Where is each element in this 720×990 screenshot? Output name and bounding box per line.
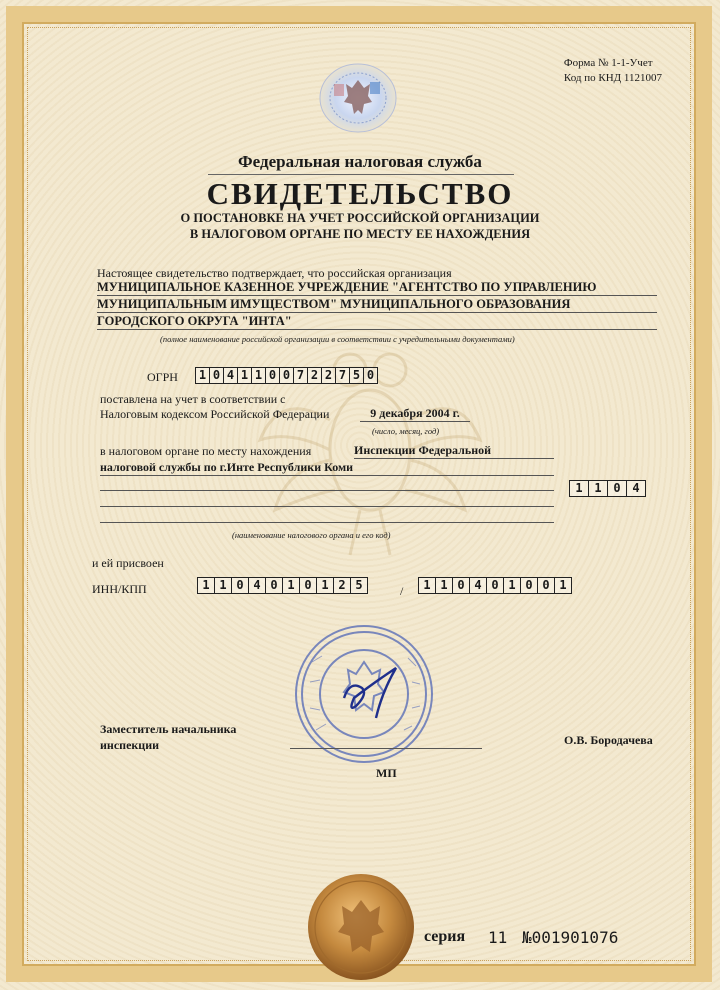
org-name-line: МУНИЦИПАЛЬНОЕ КАЗЕННОЕ УЧРЕЖДЕНИЕ "АГЕНТСТВО ПО УПРАВЛЕНИЮ: [97, 279, 657, 296]
inn-digit: 0: [232, 578, 249, 593]
ogrn-digit: 0: [366, 368, 375, 382]
form-info: [564, 56, 662, 86]
official-stamp-icon: [292, 622, 436, 766]
copper-seal-icon: [306, 872, 416, 982]
ogrn-digit: 0: [266, 368, 280, 383]
kpp-boxes: [418, 577, 572, 594]
tax-office-code-digit: 4: [632, 481, 640, 495]
tax-office-code-digit: 1: [570, 481, 589, 496]
tax-office-line: налоговой службы по г.Инте Республики Коми: [100, 460, 554, 476]
ogrn-digit: 7: [336, 368, 350, 383]
tax-office-intro: в налоговом органе по месту нахождения: [100, 444, 312, 458]
ogrn-digit: 4: [224, 368, 238, 383]
tax-office-caption: (наименование налогового органа и его код): [232, 530, 391, 540]
agency-name: Федеральная налоговая служба: [238, 152, 482, 171]
inn-boxes: [197, 577, 368, 594]
ogrn-digit: 1: [238, 368, 252, 383]
inn-digit: 2: [334, 578, 351, 593]
tax-office-code-digit: 0: [608, 481, 627, 496]
tax-code-text: Налоговым кодексом Российской Федерации: [100, 407, 330, 421]
ogrn-digit: 1: [196, 368, 210, 383]
kpp-digit: 4: [470, 578, 487, 593]
kpp-digit: 1: [419, 578, 436, 593]
certificate-number: №001901076: [522, 928, 619, 947]
subtitle-line: О ПОСТАНОВКЕ НА УЧЕТ РОССИЙСКОЙ ОРГАНИЗАЦИИ: [180, 211, 540, 225]
ogrn-label: ОГРН: [147, 370, 178, 384]
form-number: Форма № 1-1-Учет: [563, 57, 653, 69]
document-title: СВИДЕТЕЛЬСТВО: [206, 176, 514, 211]
tax-office-line: Инспекции Федеральной: [354, 443, 554, 459]
series-label: серия: [424, 928, 466, 945]
blank-line: [100, 476, 554, 491]
signer-position-line: инспекции: [100, 738, 160, 752]
signature-line: [290, 748, 482, 749]
signer-name: О.В. Бородачева: [564, 733, 653, 747]
inn-digit: 1: [317, 578, 334, 593]
ogrn-digit: 5: [350, 368, 364, 383]
document-subtitle: [0, 210, 720, 242]
inn-digit: 0: [300, 578, 317, 593]
ogrn-digit: 2: [308, 368, 322, 383]
registered-text: поставлена на учет в соответствии с: [100, 392, 286, 406]
date-caption: (число, месяц, год): [372, 426, 440, 436]
inn-digit: 4: [249, 578, 266, 593]
kpp-digit: 0: [487, 578, 504, 593]
inn-kpp-label: ИНН/КПП: [92, 582, 147, 596]
org-name-line: ГОРОДСКОГО ОКРУГА "ИНТА": [97, 313, 657, 330]
ogrn-digit: 1: [252, 368, 266, 383]
registration-date: 9 декабря 2004 г.: [360, 406, 470, 422]
kpp-digit: 0: [453, 578, 470, 593]
ogrn-digit: 0: [280, 368, 294, 383]
kpp-digit: 1: [559, 578, 567, 592]
blank-line: [100, 492, 554, 507]
blank-line: [100, 508, 554, 523]
mp-label: МП: [376, 766, 397, 780]
ogrn-boxes: [195, 367, 378, 384]
inn-digit: 1: [198, 578, 215, 593]
intro-text: Настоящее свидетельство подтверждает, что российская организация: [97, 266, 452, 280]
kpp-digit: 0: [538, 578, 555, 593]
inn-digit: 1: [215, 578, 232, 593]
knd-code: Код по КНД 1121007: [563, 72, 662, 84]
tax-office-code-boxes: [569, 480, 646, 497]
kpp-digit: 0: [521, 578, 538, 593]
ogrn-digit: 0: [210, 368, 224, 383]
ogrn-digit: 2: [322, 368, 336, 383]
hologram-emblem-icon: [318, 62, 398, 134]
ogrn-digit: 7: [294, 368, 308, 383]
inn-digit: 0: [266, 578, 283, 593]
assigned-text: и ей присвоен: [92, 556, 164, 570]
inn-digit: 5: [355, 578, 363, 592]
kpp-digit: 1: [504, 578, 521, 593]
series-value: 11: [488, 928, 508, 947]
inn-digit: 1: [283, 578, 300, 593]
tax-office-code-digit: 1: [589, 481, 608, 496]
kpp-digit: 1: [436, 578, 453, 593]
agency-underline: [208, 174, 514, 175]
org-name-caption: (полное наименование российской организации в соответствии с учредительными документами): [160, 334, 515, 344]
signer-position-line: Заместитель начальника: [100, 722, 237, 736]
inn-kpp-slash: /: [400, 584, 404, 598]
subtitle-line: В НАЛОГОВОМ ОРГАНЕ ПО МЕСТУ ЕЕ НАХОЖДЕНИЯ: [189, 227, 531, 241]
org-name-line: МУНИЦИПАЛЬНЫМ ИМУЩЕСТВОМ" МУНИЦИПАЛЬНОГО ОБРАЗОВАНИЯ: [97, 296, 657, 313]
